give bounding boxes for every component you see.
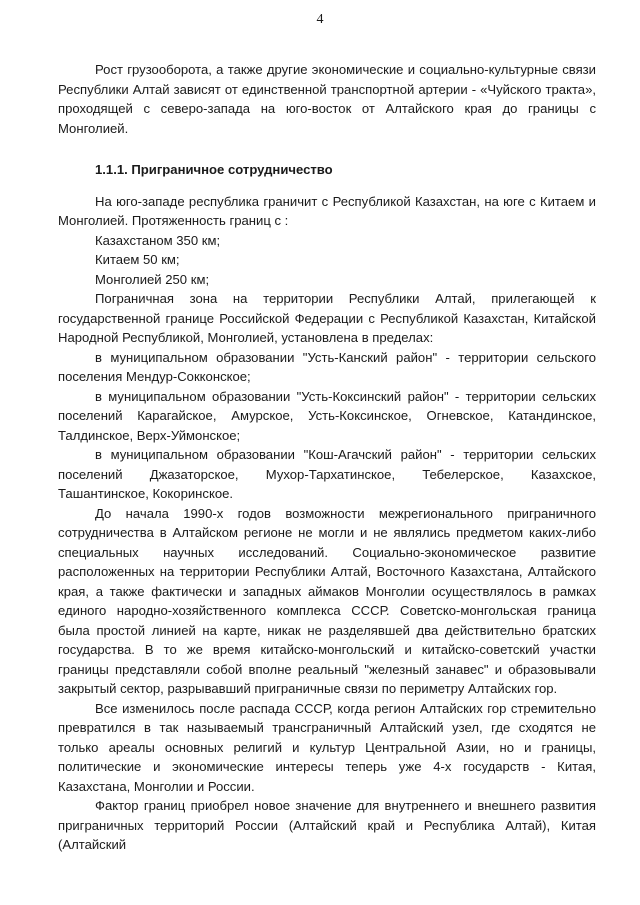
border-item-china: Китаем 50 км; bbox=[95, 252, 180, 267]
section-heading: 1.1.1. Приграничное сотрудничество bbox=[95, 162, 333, 177]
zone-item-ust-koksa: в муниципальном образовании "Усть-Коксинский район" - территории сельских поселений Карагайское, Амурское, Усть-Коксинское, Огневское, Катандинское, Талдинское, Верх-Уймонское; bbox=[58, 388, 596, 443]
intro-paragraph: Рост грузооборота, а также другие экономические и социально-культурные связи Республики Алтай зависят от единственной транспортной артерии - «Чуйского тракта», проходящей с северо-запада на юго-восток от Алтайского края до границы с Монголией. bbox=[58, 62, 596, 136]
zone-intro-paragraph: Пограничная зона на территории Республики Алтай, прилегающей к государственной границе Российской Федерации с Республикой Казахстан, Китайской Народной Республикой, Монголией, установлена в пределах: bbox=[58, 291, 596, 345]
borders-intro-paragraph: На юго-западе республика граничит с Республикой Казахстан, на юге с Китаем и Монголией. Протяженность границ с : bbox=[58, 193, 596, 228]
document-body bbox=[58, 60, 596, 855]
factor-paragraph: Фактор границ приобрел новое значение для внутреннего и внешнего развития приграничных территорий России (Алтайский край и Республика Алтай), Китая (Алтайский bbox=[58, 798, 596, 852]
page-number: 4 bbox=[316, 12, 324, 27]
change-paragraph: Все изменилось после распада СССР, когда регион Алтайских гор стремительно превратился в так называемый трансграничный Алтайский узел, где сходятся не только ареалы основных религий и культур Центральной Азии, но и границы, политические и экономические интересы теперь уже 4-х государств - Китая, Казахстана, Монголии и России. bbox=[58, 700, 596, 794]
border-item-mongolia: Монголией 250 км; bbox=[95, 271, 210, 287]
zone-item-ust-kan: в муниципальном образовании "Усть-Канский район" - территории сельского поселения Мендур-Сокконское; bbox=[58, 349, 596, 384]
zone-item-kosh-agach: в муниципальном образовании "Кош-Агачский район" - территории сельских поселений Джазаторское, Мухор-Тархатинское, Тебелерское, Казахское, Ташантинское, Кокоринское. bbox=[58, 447, 596, 501]
border-item-kazakhstan: Казахстаном 350 км; bbox=[95, 232, 221, 248]
history-paragraph: До начала 1990-х годов возможности межрегионального приграничного сотрудничества в Алтайском регионе не могли и не являлись предметом каких-либо специальных научных исследований. Социально-экономическое развитие расположенных на территории Республики Алтай, Восточного Казахстана, Алтайского края, а также фактически и западных аймаков Монголии осуществлялось в рамках единого народно-хозяйственного комплекса СССР. Советско-монгольская граница была простой линией на карте, никак не разделявшей два действительно братских государства. В то же время китайско-монгольский и китайско-советский участки границы представляли собой вполне реальный "железный занавес" и образовывали закрытый сектор, разрывавший приграничные связи по периметру Алтайских гор. bbox=[58, 505, 596, 696]
